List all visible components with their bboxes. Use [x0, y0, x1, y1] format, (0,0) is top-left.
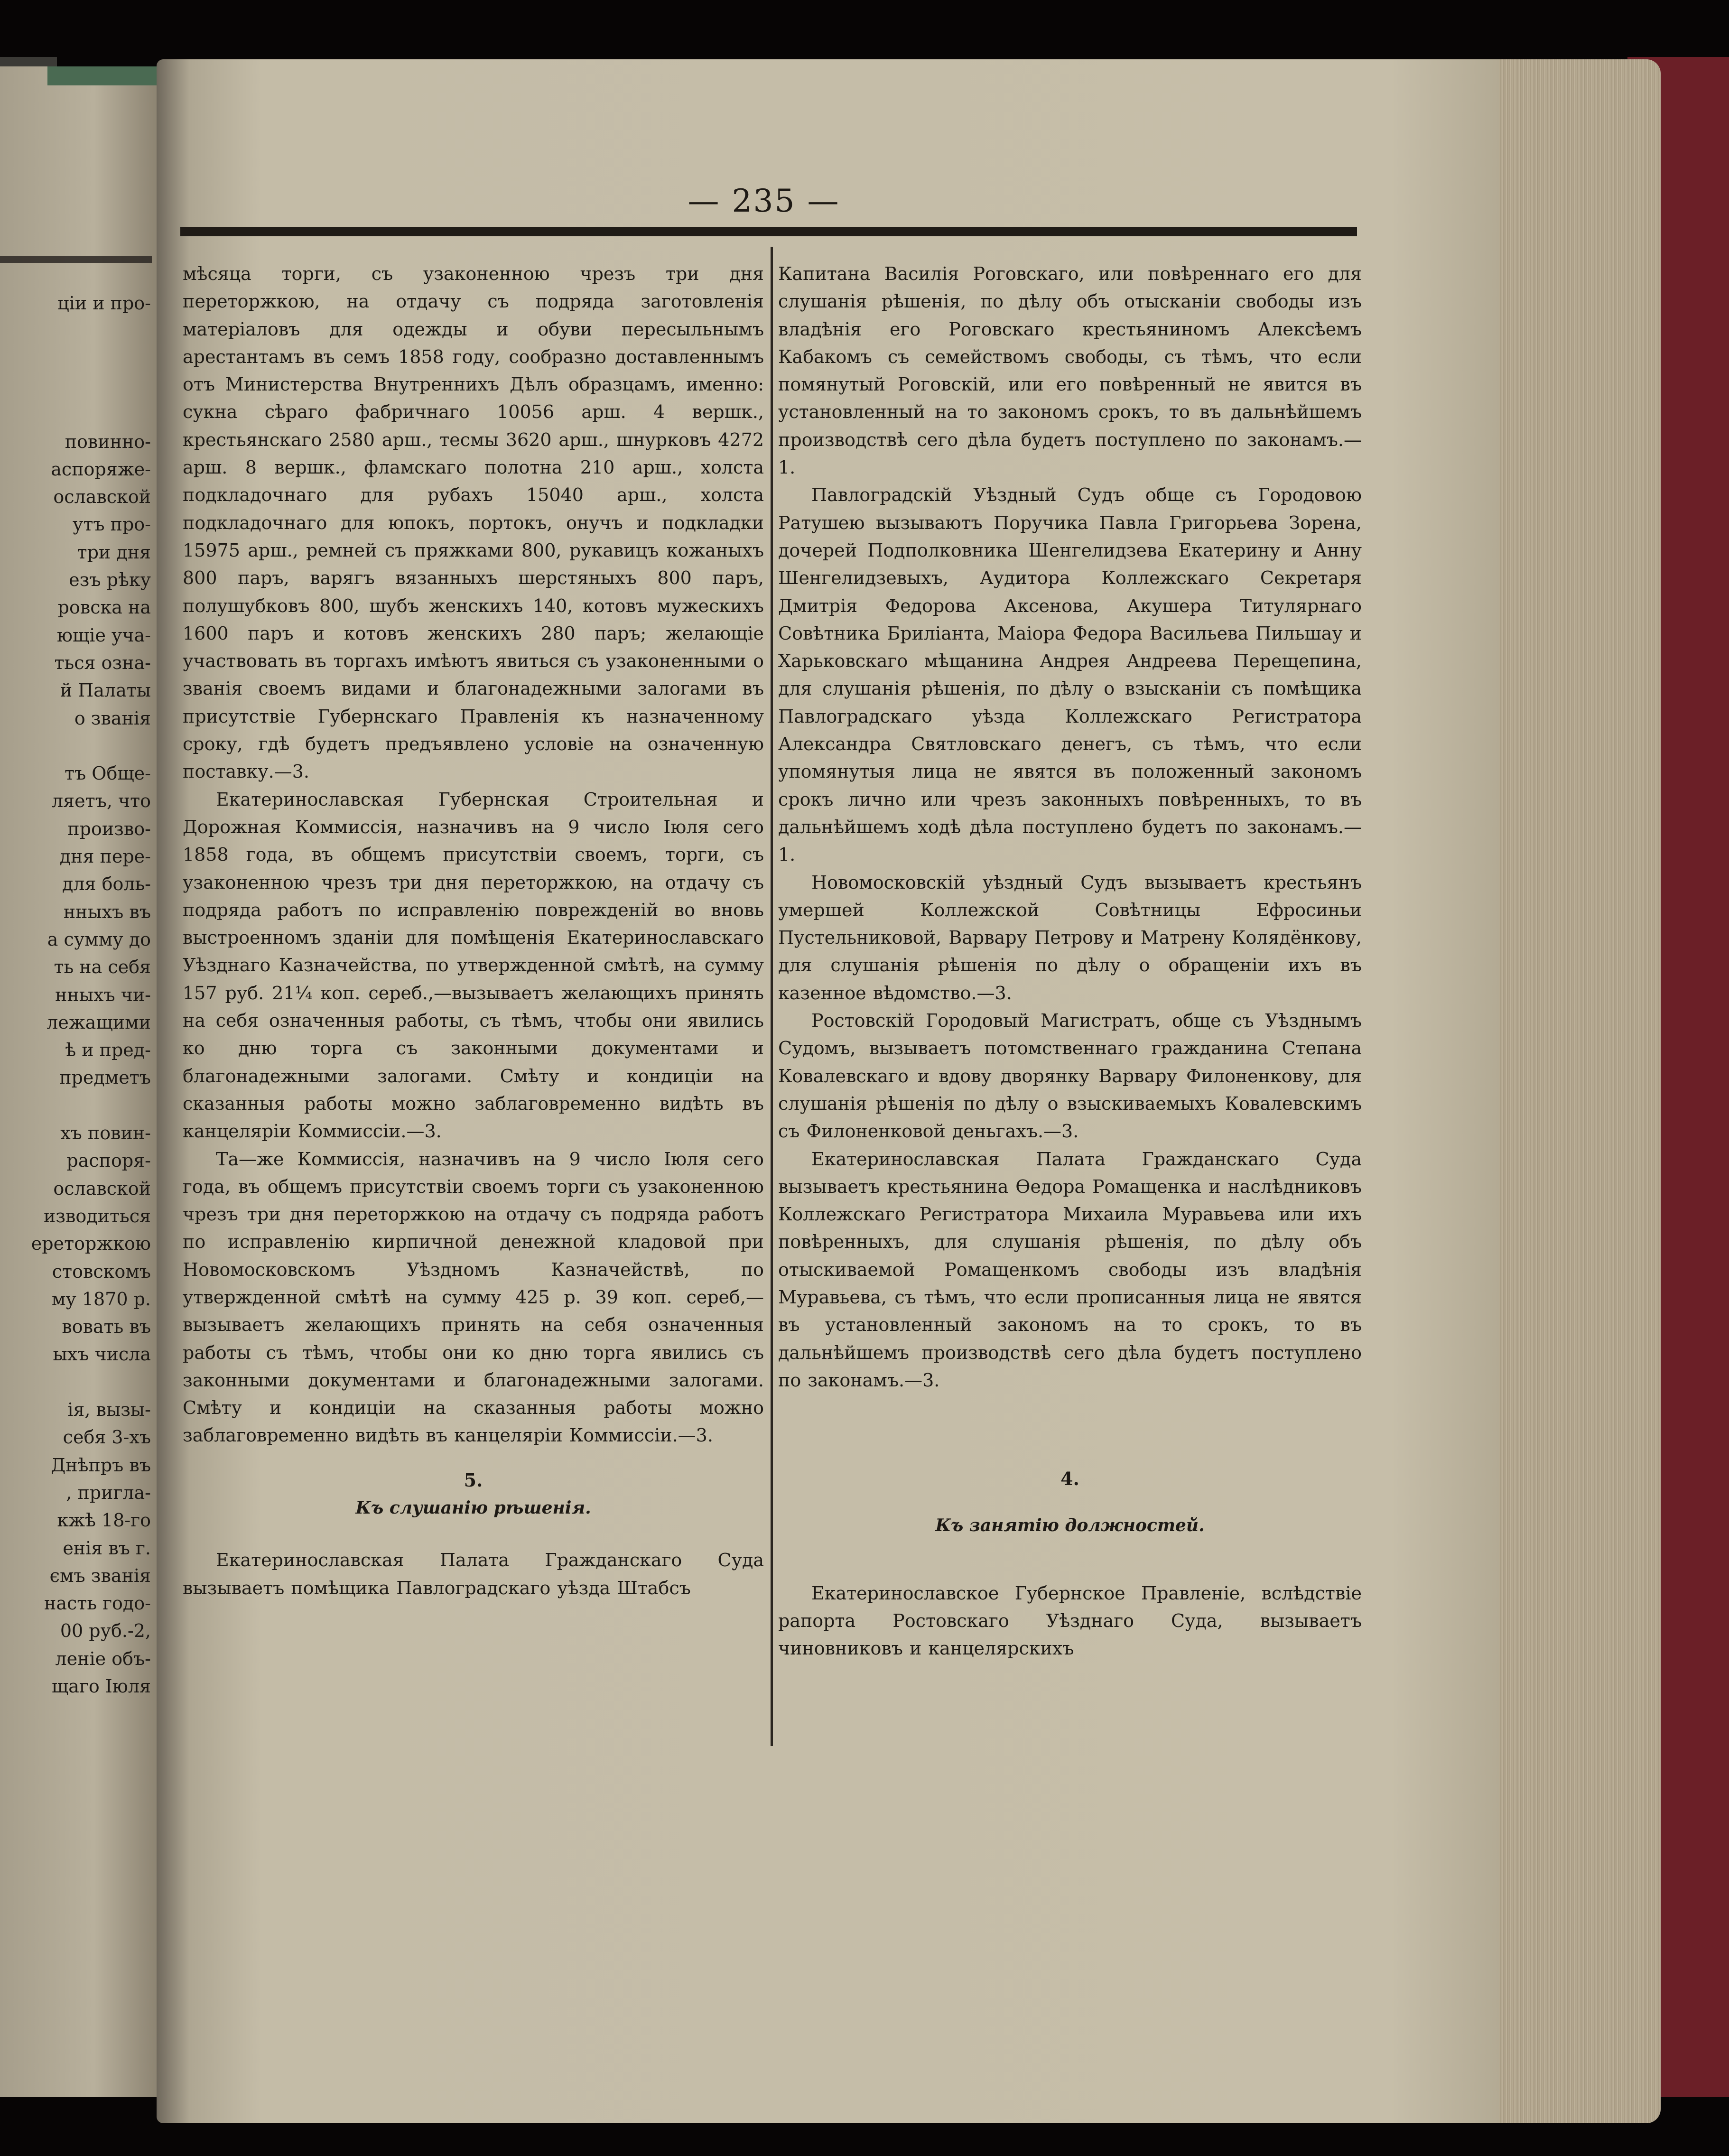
left-page-line: насть годо- [44, 1593, 151, 1614]
left-page [0, 66, 157, 2097]
left-page-line: ціи и про- [57, 293, 151, 314]
right-col-paragraph-2: Павлоградскій Уѣздный Судъ обще съ Городовою Ратушею вызываютъ Поручика Павла Григорьева Зорена, дочерей Подполковника Шенгелидзева Екатерину и Анну Шенгелидзевыхъ, Аудитора Коллежскаго Секретаря Дмитрія Федорова Аксенова, Акушера Титулярнаго Совѣтника Бриліанта, Маіора Федора Васильева Пильшау и Харьковскаго мѣщанина Андрея Андреева Перещепина, для слушанія рѣшенія, по дѣлу о взысканіи съ помѣщика Павлоградскаго уѣзда Коллежскаго Регистратора Александра Святловскаго денегъ, съ тѣмъ, что если упомянутыя лица не явятся въ положенный закономъ срокъ лично или чрезъ законныхъ повѣренныхъ, то въ дальнѣйшемъ ходѣ дѣла поступлено будетъ по законамъ.—1. [778, 484, 1362, 865]
left-page-line: Днѣпръ въ [51, 1454, 151, 1476]
left-page-line: тъ Обще- [65, 763, 151, 784]
left-page-line: й Палаты [60, 680, 151, 701]
left-page-line: ославской [53, 1178, 151, 1199]
left-page-line: предметъ [59, 1067, 151, 1088]
left-page-line: дня пере- [59, 846, 151, 867]
section-title-positions: Къ занятію должностей. [935, 1515, 1205, 1536]
left-col-paragraph-2: Екатеринославская Губернская Строительная и Дорожная Коммиссія, назначивъ на 9 число Іюля сего 1858 года, въ общемъ присутствіи своемъ, торги, съ узаконенною чрезъ три дня переторжкою, на отдачу съ подряда работъ по исправленію поврежденій во вновь выстроенномъ зданіи для помѣщенія Екатеринославскаго Уѣзднаго Казначейства, по утвержденной смѣтѣ, на сумму 157 руб. 21¼ коп. сереб.,—вызываетъ желающихъ принять на себя означенныя работы, съ тѣмъ, чтобы они явились ко дню торга съ законными документами и благонадежными залогами. Смѣту и кондиціи на сказанныя работы можно заблаговременно видѣть въ канцеляріи Коммиссіи.—3. [183, 789, 764, 1142]
left-page-line: езъ рѣку [69, 569, 151, 590]
page-edges [1499, 59, 1661, 2123]
left-page-line: произво- [67, 818, 151, 839]
left-page-line: себя 3-хъ [63, 1427, 151, 1448]
left-page-line: лежащими [46, 1012, 151, 1033]
left-col-paragraph-3: Та—же Коммиссія, назначивъ на 9 число Іюля сего года, въ общемъ присутствіи своемъ торги съ узаконенною чрезъ три дня переторжкою на отдачу съ подряда работъ по исправленію кирпичной денежной кладовой при Новомосковскомъ Уѣздномъ Казначействѣ, по утвержденной смѣтѣ на сумму 425 р. 39 коп. сереб,—вызываетъ желающихъ принять на себя означенныя работы съ тѣмъ, чтобы они ко дню торга явились съ законными документами и благонадежными залогами. Смѣту и кондиціи на сказанныя работы можно заблаговременно видѣть въ канцеляріи Коммиссіи.—3. [183, 1148, 764, 1446]
left-page-line: ыхъ числа [53, 1344, 151, 1365]
left-page-line: ємъ званія [49, 1565, 151, 1586]
left-page-line: нныхъ чи- [55, 984, 151, 1005]
left-page-line: ться озна- [54, 652, 151, 673]
left-page-line: вовать въ [62, 1316, 151, 1338]
left-page-rule [0, 256, 152, 263]
left-page-line: кжѣ 18-го [57, 1510, 151, 1531]
left-page-line: а сумму до [47, 929, 151, 950]
right-column [778, 260, 1362, 1663]
column-divider [771, 247, 773, 1746]
left-page-line: ровска на [57, 597, 151, 618]
left-page-line: три дня [77, 541, 151, 563]
left-page-line: для боль- [62, 874, 151, 895]
left-page-line: ославской [53, 486, 151, 508]
left-page-line: стовскомъ [52, 1261, 151, 1282]
section-number-4: 4. [1060, 1468, 1079, 1490]
left-page-line: изводиться [43, 1205, 151, 1227]
page-number: — 235 — [688, 183, 840, 219]
left-page-line: ереторжкою [31, 1233, 151, 1255]
left-page-line: ть на себя [54, 957, 151, 978]
left-col-paragraph-4: Екатеринославская Палата Гражданскаго Суда вызываетъ помѣщика Павлоградскаго уѣзда Штабсъ [183, 1550, 764, 1598]
right-col-paragraph-3: Новомосковскій уѣздный Судъ вызываетъ крестьянъ умершей Коллежской Совѣтницы Ефросиньи Пустельниковой, Варвару Петрову и Матрену Колядёнкову, для слушанія рѣшенія по дѣлу о обращеніи ихъ въ казенное вѣдомство.—3. [778, 872, 1362, 1004]
left-page-line: ляетъ, что [52, 790, 151, 812]
section-number-5: 5. [464, 1469, 483, 1491]
left-column [183, 260, 764, 1602]
left-page-line: му 1870 р. [51, 1288, 151, 1310]
right-col-paragraph-5: Екатеринославская Палата Гражданскаго Суда вызываетъ крестьянина Ѳедора Ромащенка и наслѣдниковъ Коллежскаго Регистратора Михаила Муравьева или ихъ повѣренныхъ, для слушанія рѣшенія, по дѣлу объ отыскиваемой Ромащенкомъ свободы изъ владѣнія Муравьева, съ тѣмъ, что если прописанныя лица не явятся въ установленный закономъ на то срокъ, то въ дальнѣйшемъ производствѣ сего дѣла будетъ поступлено по законамъ.—3. [778, 1148, 1362, 1391]
left-page-line: леніе объ- [55, 1648, 151, 1669]
right-col-paragraph-4: Ростовскій Городовый Магистратъ, обще съ Уѣзднымъ Судомъ, вызываетъ потомственнаго гражданина Степана Ковалевскаго и вдову дворянку Варвару Филоненкову, для слушанія рѣшенія по дѣлу о взыскиваемыхъ Ковалевскимъ съ Филоненковой деньгахъ.—3. [778, 1010, 1362, 1142]
left-page-line: , пригла- [66, 1482, 151, 1503]
right-col-paragraph-6: Екатеринославское Губернское Правленіе, вслѣдствіе рапорта Ростовскаго Уѣзднаго Суда, вызываетъ чиновниковъ и канцелярскихъ [778, 1582, 1362, 1659]
left-page-line: аспоряже- [51, 458, 151, 480]
left-page-line: енія въ г. [63, 1537, 151, 1559]
left-page-line: нныхъ въ [63, 901, 151, 922]
section-title-hearing: Къ слушанію рѣшенія. [355, 1498, 591, 1518]
right-col-paragraph-1: Капитана Василія Роговскаго, или повѣреннаго его для слушанія рѣшенія, по дѣлу объ отысканіи свободы изъ владѣнія его Роговскаго крестьяниномъ Алексѣемъ Кабакомъ съ семействомъ свободы, съ тѣмъ, что если помянутый Роговскій, или его повѣренный не явится въ установленный на то закономъ срокъ, то въ дальнѣйшемъ производствѣ сего дѣла будетъ поступлено по законамъ.—1. [778, 263, 1362, 478]
left-page-line: повинно- [65, 431, 151, 452]
left-page-line: ѣ и пред- [65, 1040, 151, 1061]
left-page-line: щаго Іюля [51, 1676, 151, 1697]
left-page-line: ія, вызы- [67, 1399, 151, 1420]
left-col-paragraph-1: мѣсяца торги, съ узаконенною чрезъ три дня переторжкою, на отдачу съ подряда заготовленія матеріаловъ для одежды и обуви пересыльнымъ арестантамъ въ семъ 1858 году, сообразно доставленнымъ отъ Министерства Внутреннихъ Дѣлъ образцамъ, именно: сукна сѣраго фабричнаго 10056 арш. 4 вершк., крестьянскаго 2580 арш., тесмы 3620 арш., шнурковъ 4272 арш. 8 вершк., фламскаго полотна 210 арш., холста подкладочнаго для рубахъ 15040 арш., холста подкладочнаго для юпокъ, портокъ, онучъ и подкладки 15975 арш., ремней съ пряжками 800, рукавицъ кожаныхъ 800 паръ, варягъ вязанныхъ шерстяныхъ 800 паръ, полушубковъ 800, шубъ женскихъ 140, котовъ мужескихъ 1600 паръ и котовъ женскихъ 280 паръ; желающіе участвовать въ торгахъ имѣютъ явиться съ узаконенными о званія своемъ видами и благонадежными залогами въ присутствіе Губернскаго Правленія къ назначенному сроку, гдѣ будетъ предъявлено условіе на означенную поставку.—3. [183, 263, 764, 782]
left-page-line: 00 руб.-2, [60, 1620, 151, 1642]
left-page-line: ющіе уча- [56, 624, 151, 646]
left-page-line: хъ повин- [60, 1123, 151, 1143]
left-page-line: утъ про- [72, 514, 151, 535]
left-page-strip [47, 66, 157, 85]
left-page-line: распоря- [66, 1150, 151, 1171]
header-rule [180, 227, 1357, 236]
left-page-line: о званія [74, 707, 151, 729]
